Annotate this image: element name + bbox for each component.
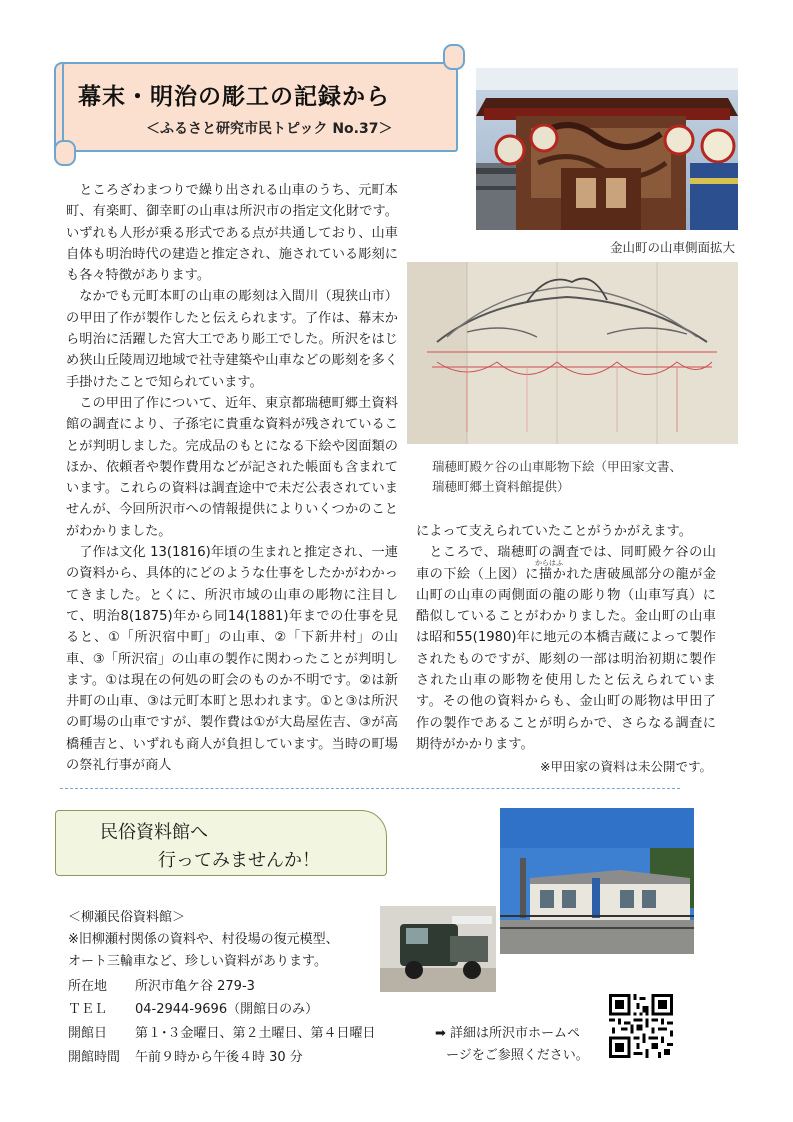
museum-headline-line-2: 行ってみませんか！ xyxy=(158,850,320,871)
open-days-value: 第１･３金曜日、第２土曜日、第４日曜日 xyxy=(135,1026,376,1041)
address-label: 所在地 xyxy=(68,979,108,994)
open-days-label: 開館日 xyxy=(68,1026,108,1041)
museum-headline-line-1: 民俗資料館へ xyxy=(100,822,208,843)
float-photo xyxy=(476,68,738,230)
unpublished-note: ※甲田家の資料は未公開です。 xyxy=(540,759,712,774)
sketch-caption-line-2: 瑞穂町郷土資料館提供） xyxy=(432,479,570,494)
museum-building-photo xyxy=(500,808,694,954)
tel-label: ＴＥＬ xyxy=(68,1002,108,1017)
article-paragraph: この甲田了作について、近年、東京都瑞穂町郷土資料館の調査により、子孫宅に貴重な資料が残されていることが判明しました。完成品のもとになる下絵や図面類のほか、依頼者や製作費用などが記された帳面も含まれています。これらの資料は調査途中で未だ公表されていませんが、今回所沢市への情報提供によりいくつかのことがわかりました。 xyxy=(66,395,398,539)
scroll-curl-top xyxy=(443,44,465,70)
qr-code-icon[interactable] xyxy=(609,994,673,1058)
sketch-photo xyxy=(407,262,738,444)
article-paragraph: 了作は文化 13(1816)年頃の生まれと推定され、一連の資料から、具体的にどのような仕事をしたかがわかってきました。とくに、所沢市域の山車の彫物に注目して、明治8(1875)年から同14(1881)年までの仕事を見ると、①「所沢宿中町」の山車、②「下新井村」の山車、③「所沢宿」の山車の製作に関わったことが判明します。①は現在の何処の町会のものか不明です。②は新井町の山車、③は元町本町と思われます。①と③は所沢の町場の山車ですが、製作費は①が大島屋佐吉、③が高橋種吉と、いずれも商人が負担しています。当時の町場の祭礼行事が商人 xyxy=(66,545,398,774)
page-title: 幕末・明治の彫工の記録から xyxy=(78,84,390,110)
more-info-line-2: ージをご参照ください。 xyxy=(446,1048,589,1063)
article-paragraph: ところざわまつりで繰り出される山車のうち、元町本町、有楽町、御幸町の山車は所沢市の指定文化財です。いずれも人形が乗る形式である点が共通しており、山車自体も明治時代の建造と推定され、施されている彫刻にも各々特徴があります。 xyxy=(66,183,398,284)
article-left-column xyxy=(66,180,398,776)
hours-value: 午前９時から午後４時 30 分 xyxy=(135,1050,303,1065)
address-value: 所沢市亀ケ谷 279-3 xyxy=(135,979,255,994)
section-divider xyxy=(60,788,680,789)
sketch-caption-line-1: 瑞穂町殿ケ谷の山車彫物下絵（甲田家文書、 xyxy=(432,459,683,474)
tel-value: 04-2944-9696（開館日のみ） xyxy=(135,1002,319,1017)
page-subtitle: ＜ふるさと研究市民トピック No.37＞ xyxy=(146,121,393,137)
hours-label: 開館時間 xyxy=(68,1050,121,1065)
article-paragraph: なかでも元町本町の山車の彫刻は入間川（現狭山市）の甲田了作が製作したと伝えられます。了作は、幕末から明治に活躍した宮大工であり彫工でした。所沢をはじめ狭山丘陵周辺地域で社寺建築や山車などの彫刻を多く手掛けたことで知られています。 xyxy=(66,289,398,390)
ruby-karahafu: からはふ xyxy=(535,559,563,567)
article-continuation: によって支えられていたことがうかがえます。 xyxy=(416,524,692,539)
museum-desc-line-2: オート三輪車など、珍しい資料があります。 xyxy=(68,954,327,969)
museum-desc-line-1: ※旧柳瀬村関係の資料や、村役場の復元模型、 xyxy=(68,932,339,947)
more-info-line-1: ➡ 詳細は所沢市ホームペ xyxy=(435,1026,581,1041)
article-right-column xyxy=(416,521,716,755)
auto-tricycle-photo xyxy=(380,906,496,992)
article-paragraph: ところで、瑞穂町の調査では、同町殿ケ谷の山車の下絵（上図）に描かれた唐破風部分の龍が金山町の山車の両側面の龍の彫り物（山車写真）に酷似していることがわかりました。金山町の山車は昭和55(1980)年に地元の本橋吉蔵によって製作されたものですが、彫刻の一部は明治初期に製作された山車の彫物を使用したと伝えられています。その他の資料からも、金山町の彫物は甲田了作の製作であることが明らかで、さらなる調査に期待がかかります。 xyxy=(416,545,716,752)
museum-name: ＜柳瀬民俗資料館＞ xyxy=(68,910,186,925)
scroll-curl-bottom xyxy=(54,140,76,166)
float-photo-caption: 金山町の山車側面拡大 xyxy=(610,240,736,255)
